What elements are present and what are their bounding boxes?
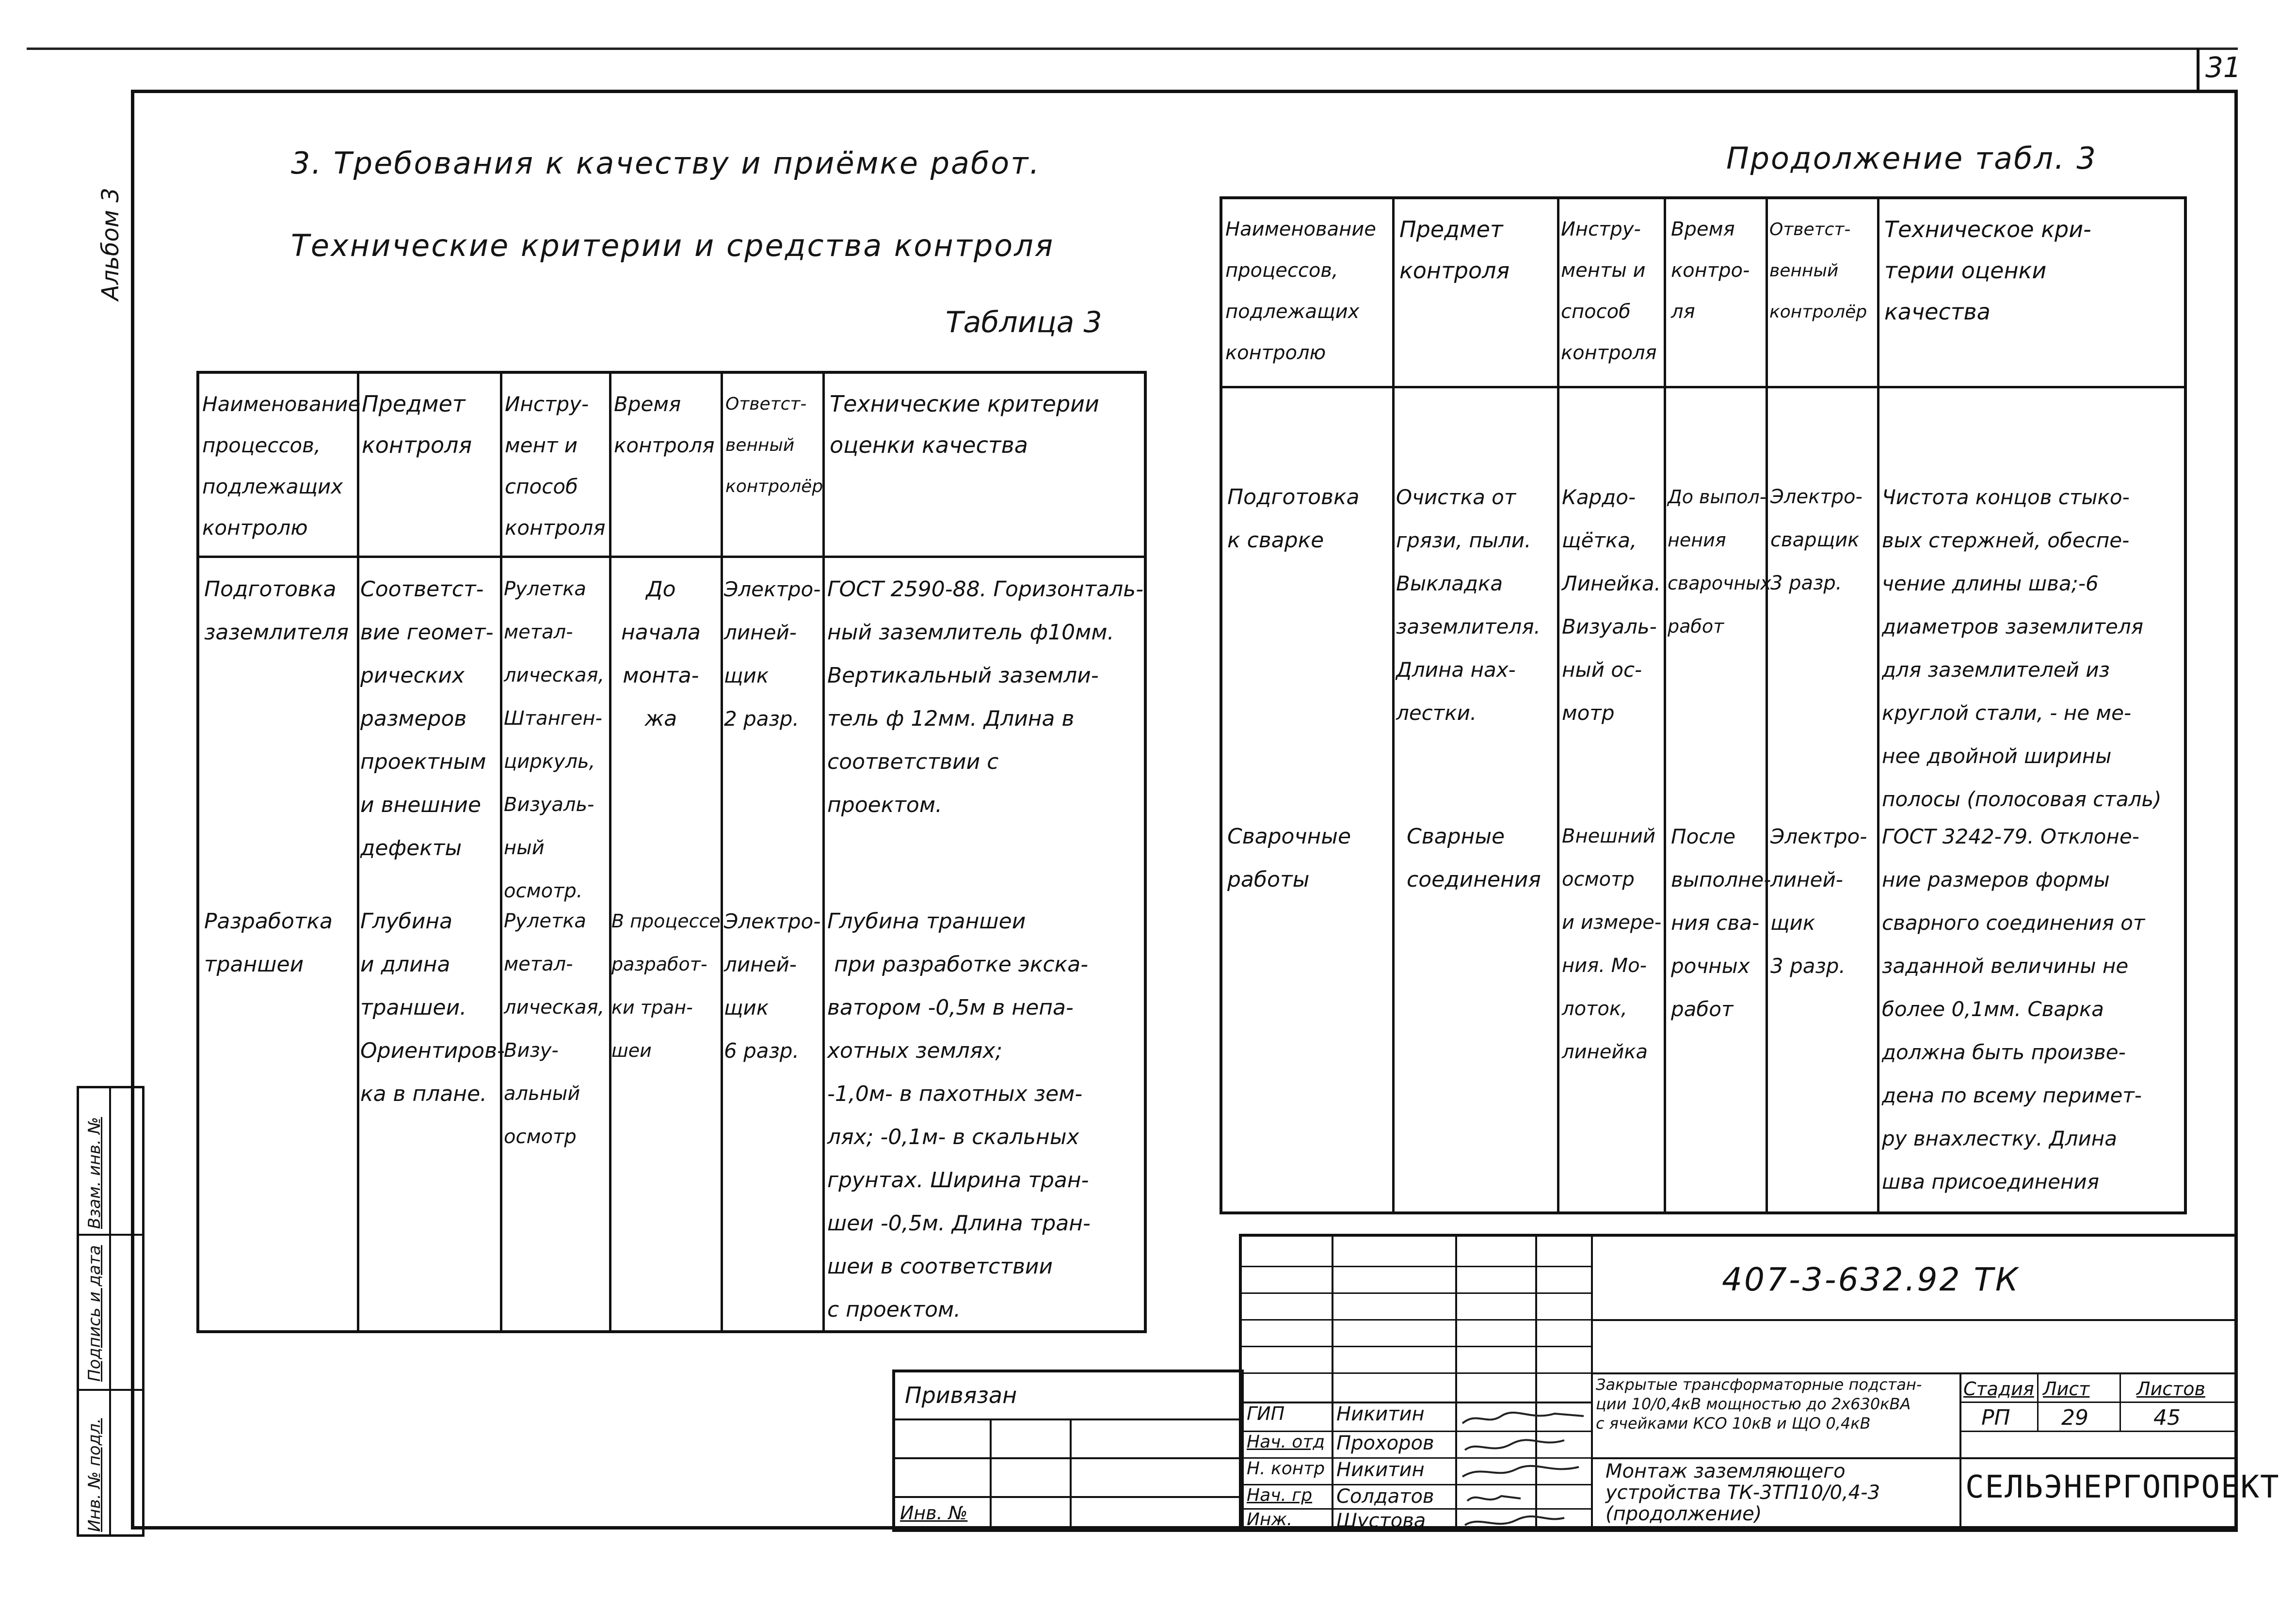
row2-tool: Рулетка метал- лическая, Визу- альный осмотр xyxy=(504,910,605,1148)
project-description: Закрытые трансформаторные подстан- ции 10/0,4кВ мощностью до 2х630кВА с ячейками КСО 10кВ и ЩО 0,4кВ xyxy=(1596,1375,1922,1433)
name-group-head: Солдатов xyxy=(1336,1485,1434,1508)
organization-name: СЕЛЬЭНЕРГОПРОЕКТ xyxy=(1965,1469,2280,1505)
role-dept-head: Нач. отд xyxy=(1247,1432,1325,1452)
row-r2-subject: Сварные соединения xyxy=(1407,824,1541,892)
margin-stamp xyxy=(77,1086,145,1537)
sheet-value: 29 xyxy=(2061,1405,2088,1430)
row-r1-responsible: Электро- сварщик 3 разр. xyxy=(1770,486,1862,594)
name-norm-control: Никитин xyxy=(1336,1459,1425,1481)
continuation-label: Продолжение табл. 3 xyxy=(1726,141,2097,176)
sheet-top-border xyxy=(27,48,2238,50)
row1-tool: Рулетка метал- лическая, Штанген- циркуль, Визуаль- ный осмотр. xyxy=(504,578,605,902)
row-r1-time: До выпол- нения сварочных работ xyxy=(1668,486,1771,637)
sheet-number: 31 xyxy=(2205,51,2241,84)
quality-table-left xyxy=(196,371,1147,1333)
doc-code: 407-3-632.92 ТК xyxy=(1722,1261,2020,1298)
row-r2-responsible: Электро- линей- щик 3 разр. xyxy=(1770,825,1867,978)
row-r1-criteria: Чистота концов стыко- вых стержней, обеспе- чение длины шва;-6 диаметров заземлителя для заземлителей из круглой стали, - не ме- нее двойной ширины полосы (полосовая сталь) xyxy=(1882,485,2162,811)
row2-process: Разработка траншеи xyxy=(204,909,333,977)
album-label: Альбом 3 xyxy=(97,188,124,301)
header-time: Время контроля xyxy=(614,392,715,457)
role-norm-control: Н. контр xyxy=(1247,1459,1325,1479)
stage-label: Стадия xyxy=(1963,1378,2034,1400)
role-gip: ГИП xyxy=(1247,1403,1285,1424)
header-r-time: Время контро- ля xyxy=(1671,218,1750,323)
header-r-responsible: Ответст- венный контролёр xyxy=(1769,220,1867,322)
row1-time: До начала монта- жа xyxy=(621,577,701,731)
sheet-description: Монтаж заземляющего устройства ТК-3ТП10/0,4-3 (продолжение) xyxy=(1606,1460,1880,1525)
name-engineer: Шустова xyxy=(1336,1510,1426,1532)
header-responsible: Ответст- венный контролёр xyxy=(725,394,823,496)
row-r1-subject: Очистка от грязи, пыли. Выкладка заземлителя. Длина нах- лестки. xyxy=(1396,485,1541,725)
sheet-label: Лист xyxy=(2043,1378,2090,1400)
role-engineer: Инж. xyxy=(1247,1510,1293,1529)
header-subject: Предмет контроля xyxy=(362,391,472,458)
header-process: Наименование процессов, подлежащих контролю xyxy=(202,392,361,540)
name-dept-head: Прохоров xyxy=(1336,1432,1434,1454)
margin-label-signature: Подпись и дата xyxy=(85,1245,104,1382)
title-block xyxy=(1239,1234,2280,1532)
sheets-label: Листов xyxy=(2136,1378,2205,1400)
stage-value: РП xyxy=(1981,1405,2010,1430)
section-title: 3. Требования к качеству и приёмке работ. xyxy=(291,145,1041,181)
row2-responsible: Электро- линей- щик 6 разр. xyxy=(724,909,821,1063)
row2-criteria: Глубина траншеи при разработке экска- ватором -0,5м в непа- хотных землях; -1,0м- в пахотных зем- лях; -0,1м- в скальных грунтах. Ширина тран- шеи -0,5м. Длина тран- шеи в соответствии с проектом. xyxy=(827,909,1091,1322)
subtitle: Технические критерии и средства контроля xyxy=(291,228,1055,263)
row-r1-process: Подготовка к сварке xyxy=(1227,485,1360,553)
row-r2-process: Сварочные работы xyxy=(1227,824,1351,892)
header-r-criteria: Техническое кри- терии оценки качества xyxy=(1884,216,2091,325)
signatures-graphic xyxy=(1458,1402,1591,1535)
sheets-value: 45 xyxy=(2153,1405,2181,1430)
header-r-tool: Инстру- менты и способ контроля xyxy=(1561,218,1657,364)
row2-time: В процессе разработ- ки тран- шеи xyxy=(611,910,721,1061)
table-label: Таблица 3 xyxy=(946,305,1102,339)
row1-criteria: ГОСТ 2590-88. Горизонталь- ный заземлитель ф10мм. Вертикальный заземли- тель ф 12мм. Длина в соответствии с проектом. xyxy=(827,577,1144,817)
row-r2-tool: Внешний осмотр и измере- ния. Мо- лоток, линейка xyxy=(1562,825,1662,1063)
row-r2-time: После выполне- ния сва- рочных работ xyxy=(1671,825,1771,1021)
header-r-process: Наименование процессов, подлежащих контролю xyxy=(1225,218,1376,364)
header-r-subject: Предмет контроля xyxy=(1399,216,1510,284)
row-r1-tool: Кардо- щётка, Линейка. Визуаль- ный ос- мотр xyxy=(1562,485,1661,725)
margin-label-inv-orig: Инв. № подл. xyxy=(85,1418,104,1532)
row1-process: Подготовка заземлителя xyxy=(204,577,349,645)
inv-label: Инв. № xyxy=(900,1502,968,1524)
margin-label-replace-inv: Взам. инв. № xyxy=(85,1117,104,1229)
row2-subject: Глубина и длина траншеи. Ориентиров- ка в плане. xyxy=(360,909,505,1106)
header-criteria: Технические критерии оценки качества xyxy=(830,391,1099,458)
header-tool: Инстру- мент и способ контроля xyxy=(505,392,606,540)
binding-box xyxy=(892,1370,1244,1532)
role-group-head: Нач. гр xyxy=(1247,1485,1313,1505)
row1-responsible: Электро- линей- щик 2 разр. xyxy=(724,577,821,731)
quality-table-right xyxy=(1220,196,2187,1214)
name-gip: Никитин xyxy=(1336,1403,1425,1425)
binding-label: Привязан xyxy=(905,1382,1017,1408)
row-r2-criteria: ГОСТ 3242-79. Отклоне- ние размеров формы сварного соединения от заданной величины не более 0,1мм. Сварка должна быть произве- дена по всему перимет- ру внахлестку. Длина шва присоединения xyxy=(1882,825,2145,1194)
row1-subject: Соответст- вие геомет- рических размеров проектным и внешние дефекты xyxy=(360,577,494,860)
